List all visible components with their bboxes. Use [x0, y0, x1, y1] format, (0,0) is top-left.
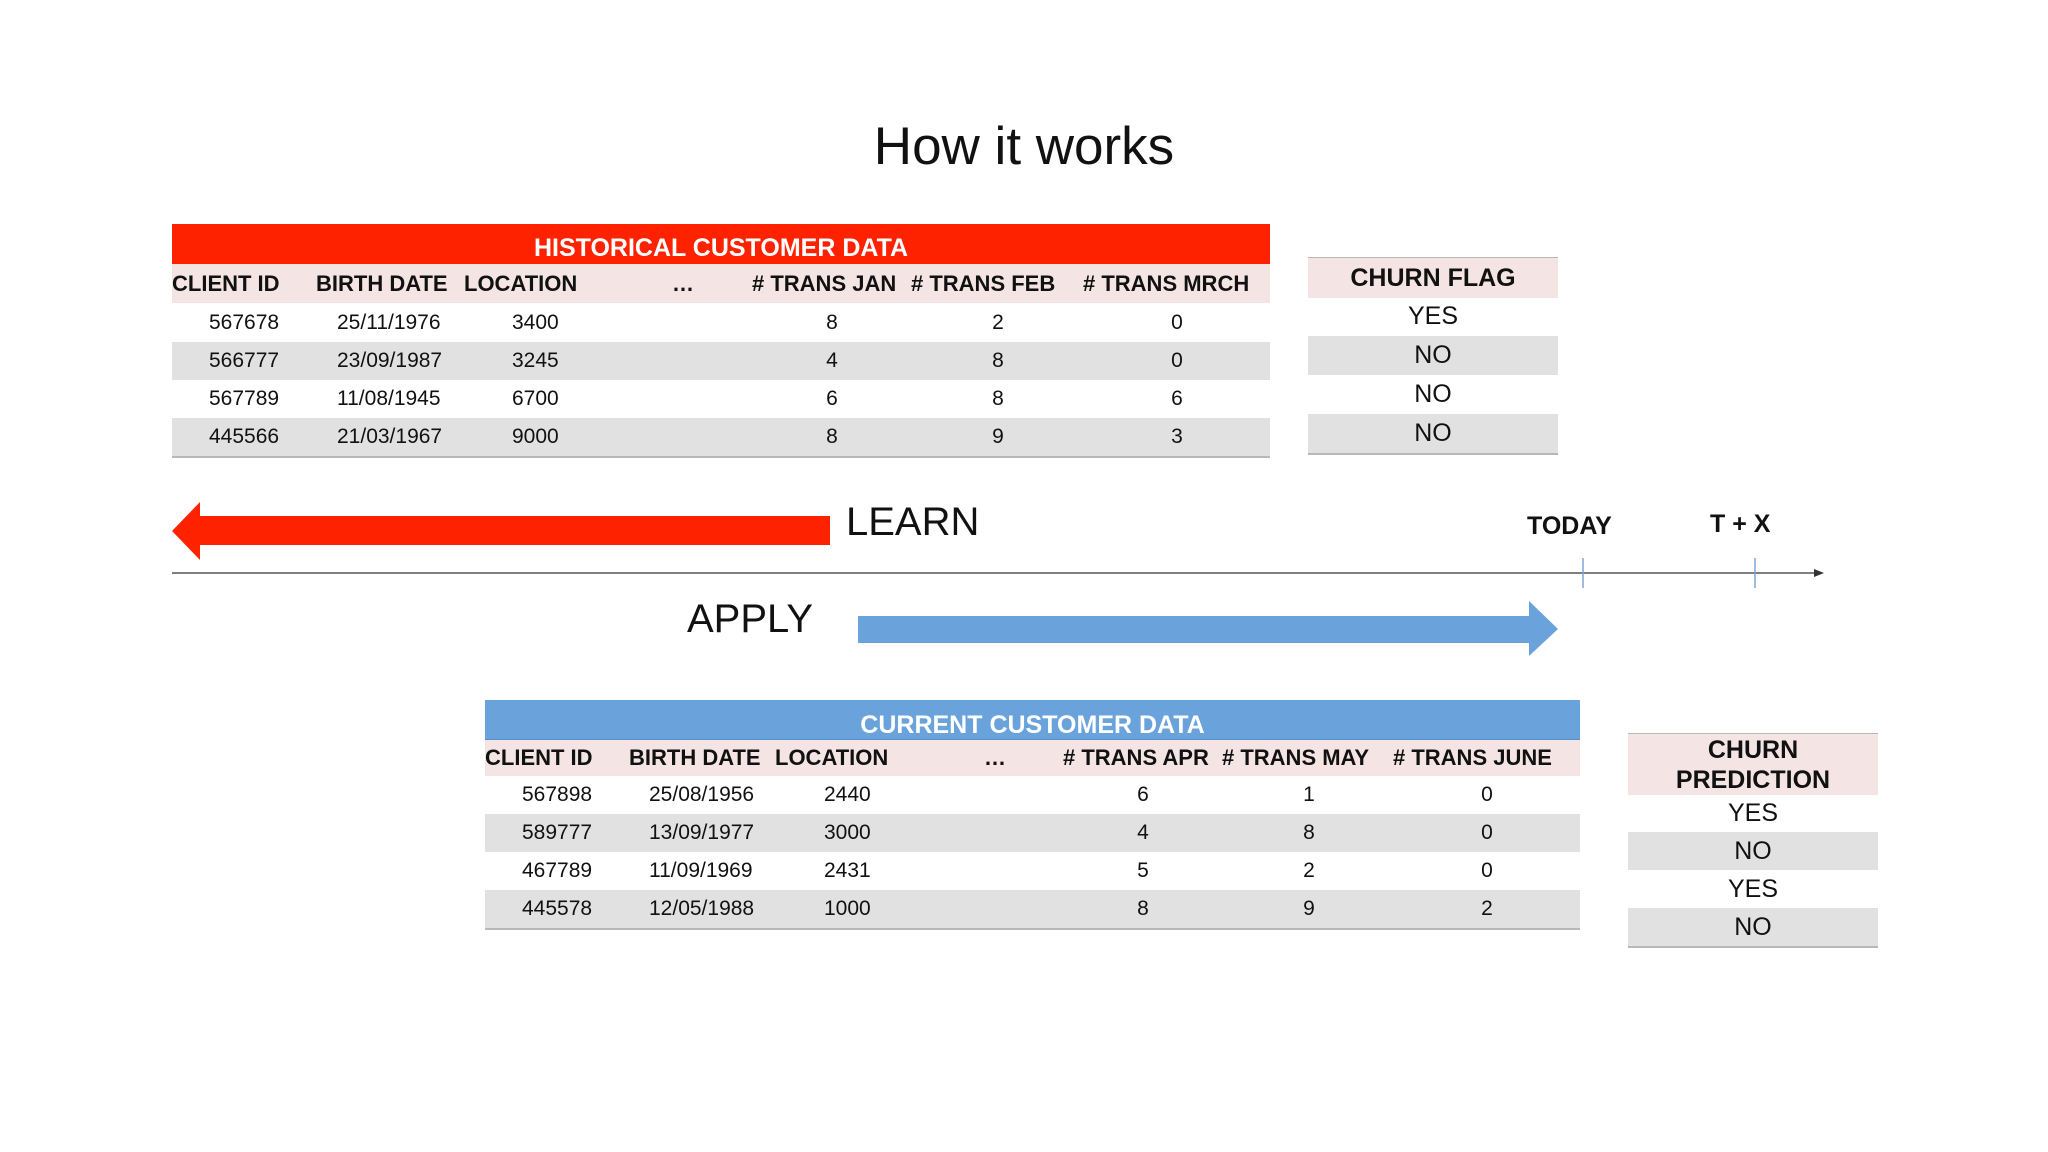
- cell-location: 3245: [512, 349, 559, 372]
- cell-client-id: 567678: [209, 311, 280, 334]
- churn-flag-value: YES: [1407, 302, 1459, 330]
- header-trans-apr: # TRANS APR: [1063, 745, 1209, 770]
- header-trans-june: # TRANS JUNE: [1393, 745, 1552, 770]
- cell-birth-date: 11/09/1969: [649, 859, 753, 882]
- header-trans-may: # TRANS MAY: [1222, 745, 1370, 770]
- cell-birth-date: 25/08/1956: [649, 783, 755, 806]
- cell-trans-3: 6: [1171, 387, 1183, 410]
- churn-prediction-bottom-border: [1628, 946, 1878, 948]
- tx-label: T + X: [1710, 510, 1771, 538]
- cell-client-id: 566777: [209, 349, 280, 372]
- cell-location: 2431: [824, 859, 871, 882]
- churn-prediction-value: YES: [1727, 798, 1779, 827]
- cell-trans-3: 0: [1171, 349, 1183, 372]
- cell-birth-date: 23/09/1987: [337, 349, 443, 372]
- churn-flag-header: CHURN FLAG: [1308, 257, 1558, 298]
- table-bottom-border: [485, 928, 1580, 930]
- cell-location: 6700: [512, 387, 559, 410]
- cell-location: 1000: [824, 897, 871, 920]
- table-row: [485, 776, 1580, 814]
- cell-location: 9000: [512, 425, 559, 448]
- header-ellipsis: …: [984, 745, 1006, 770]
- current-table-title: CURRENT CUSTOMER DATA: [485, 700, 1580, 740]
- cell-trans-2: 1: [1303, 783, 1315, 806]
- cell-client-id: 567789: [209, 387, 280, 410]
- cell-trans-2: 8: [992, 349, 1004, 372]
- cell-trans-3: 0: [1171, 311, 1183, 334]
- churn-prediction-header-line1: CHURN: [1707, 735, 1799, 764]
- cell-trans-3: 0: [1481, 783, 1493, 806]
- cell-trans-1: 6: [1137, 783, 1149, 806]
- page-title: How it works: [873, 117, 1175, 176]
- cell-client-id: 445566: [209, 425, 280, 448]
- cell-location: 3000: [824, 821, 871, 844]
- header-ellipsis: …: [672, 270, 694, 296]
- cell-trans-2: 8: [1303, 821, 1315, 844]
- cell-trans-1: 6: [826, 387, 838, 410]
- cell-trans-1: 8: [1137, 897, 1149, 920]
- cell-location: 2440: [824, 783, 871, 806]
- cell-client-id: 567898: [522, 783, 593, 806]
- cell-trans-3: 2: [1481, 897, 1493, 920]
- cell-trans-3: 3: [1171, 425, 1183, 448]
- cell-client-id: 445578: [522, 897, 593, 920]
- apply-arrow: [858, 601, 1558, 656]
- header-trans-feb: # TRANS FEB: [911, 270, 1056, 296]
- churn-prediction-value: NO: [1628, 832, 1878, 870]
- cell-trans-1: 8: [826, 425, 838, 448]
- cell-client-id: 589777: [522, 821, 593, 844]
- current-data-table: [485, 700, 1580, 930]
- header-location: LOCATION: [775, 745, 889, 770]
- cell-birth-date: 11/08/1945: [337, 387, 441, 410]
- churn-flag-value: NO: [1308, 414, 1558, 453]
- churn-prediction-value: NO: [1628, 908, 1878, 946]
- today-label: TODAY: [1527, 512, 1612, 540]
- cell-trans-3: 0: [1481, 859, 1493, 882]
- churn-prediction-header: [1628, 733, 1878, 795]
- cell-birth-date: 21/03/1967: [337, 425, 443, 448]
- cell-location: 3400: [512, 311, 559, 334]
- cell-trans-1: 4: [1137, 821, 1149, 844]
- learn-arrow: [172, 502, 830, 560]
- cell-trans-2: 2: [992, 311, 1004, 334]
- churn-flag-value: NO: [1414, 380, 1452, 408]
- timeline-arrowhead: [1814, 569, 1824, 577]
- header-client-id: CLIENT ID: [485, 745, 593, 770]
- cell-birth-date: 25/11/1976: [337, 311, 441, 334]
- table-row: [485, 890, 1580, 928]
- cell-trans-2: 8: [992, 387, 1004, 410]
- header-client-id: CLIENT ID: [172, 270, 280, 296]
- cell-trans-1: 8: [826, 311, 838, 334]
- churn-prediction-value: YES: [1727, 874, 1779, 903]
- cell-trans-3: 0: [1481, 821, 1493, 844]
- churn-prediction-column: [1628, 733, 1878, 949]
- current-header-row: [485, 740, 1580, 776]
- churn-prediction-header-line2: PREDICTION: [1675, 765, 1831, 794]
- cell-trans-2: 9: [1303, 897, 1315, 920]
- cell-birth-date: 13/09/1977: [649, 821, 755, 844]
- cell-trans-2: 9: [992, 425, 1004, 448]
- cell-trans-2: 2: [1303, 859, 1315, 882]
- historical-table-title: HISTORICAL CUSTOMER DATA: [172, 224, 1270, 264]
- header-location: LOCATION: [464, 270, 578, 296]
- learn-label: LEARN: [846, 500, 980, 544]
- cell-trans-1: 5: [1137, 859, 1149, 882]
- header-birth-date: BIRTH DATE: [316, 270, 448, 296]
- cell-trans-1: 4: [826, 349, 838, 372]
- header-trans-mrch: # TRANS MRCH: [1083, 270, 1250, 296]
- churn-flag-value: NO: [1308, 336, 1558, 375]
- apply-label: APPLY: [687, 597, 813, 641]
- cell-client-id: 467789: [522, 859, 593, 882]
- table-row: [485, 852, 1580, 890]
- header-birth-date: BIRTH DATE: [629, 745, 761, 770]
- table-row: [485, 814, 1580, 852]
- cell-birth-date: 12/05/1988: [649, 897, 755, 920]
- header-trans-jan: # TRANS JAN: [752, 270, 897, 296]
